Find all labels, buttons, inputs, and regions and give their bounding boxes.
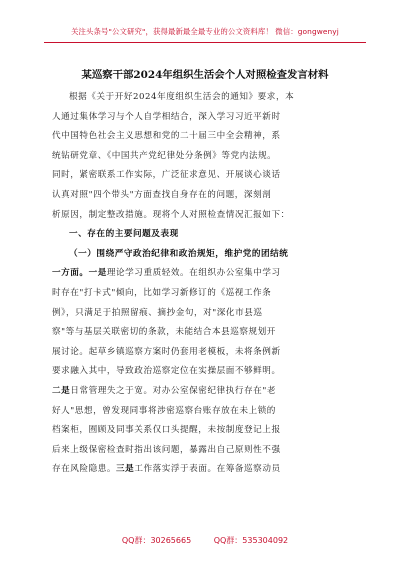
body-line: 析原因，制定整改措施。现将个人对照检查情况汇报如下： <box>52 209 290 220</box>
body-line: 代中国特色社会主义思想和党的二十届三中全会精神，系 <box>52 131 281 142</box>
body-line: 统钻研党章、《中国共产党纪律处分条例》等党内法规。 <box>52 150 277 161</box>
banner-divider <box>44 42 366 43</box>
body-line: 时存在"打卡式"倾向，比如学习新修订的《巡视工作条 <box>52 287 272 298</box>
subsection-heading: （一）围绕严守政治纪律和政治规矩，维护党的团结统 <box>69 248 289 259</box>
body-line: 察"等与基层关联密切的条款，未能结合本县巡察规划开 <box>52 327 276 338</box>
body-line: 根据《关于开好2024年度组织生活会的通知》要求，本 <box>69 92 295 102</box>
body-text-run: 存在风险隐患。 <box>52 464 117 475</box>
body-line: 同时，紧密联系工作实际，广泛征求意见、开展谈心谈话 <box>52 170 281 181</box>
qq-group-1: QQ群：30265665 <box>121 536 192 545</box>
body-line: 后来上级保密检查时指出该问题，暴露出自己原则性不强 <box>52 444 281 455</box>
qq-group-2: QQ群：535304092 <box>213 536 289 545</box>
body-line: 认真对照"四个带头"方面查找自身存在的问题，深刻剖 <box>52 189 272 200</box>
body-line <box>52 460 357 480</box>
body-line: 好人"思想，曾发现同事将涉密巡察台账存放在未上锁的 <box>52 405 276 416</box>
body-text-run: 理论学习重质轻效。在组织办公室集中学习 <box>106 268 281 279</box>
document-title: 某巡察干部2024年组织生活会个人对照检查发言材料 <box>81 69 329 81</box>
body-line: 人通过集体学习与个人自学相结合，深入学习习近平新时 <box>52 111 281 122</box>
body-text-run: 工作落实浮于表面。在筹备巡察动员 <box>134 464 281 475</box>
body-text-run: 日常管理失之于宽。对办公室保密纪律执行存在"老 <box>70 385 276 396</box>
qq-footer <box>44 535 366 546</box>
body-line <box>52 382 357 402</box>
body-line: 展讨论。起草乡镇巡察方案时仍套用老模板，未将条例新 <box>52 346 281 357</box>
body-line: 要求融入其中，导致政治巡察定位在实操层面不够鲜明。 <box>52 366 281 377</box>
document-body <box>52 88 357 480</box>
point-marker: 三是 <box>116 464 135 475</box>
point-marker: 一是 <box>88 268 107 279</box>
body-line: 例》，只满足于拍照留痕、摘抄金句，对"深化市县巡 <box>52 307 263 318</box>
promo-banner: 关注头条号"公文研究"，获得最新最全最专业的公文资料库！ 微信：gongwenyj <box>71 27 339 36</box>
subsection-heading-cont: 一方面。 <box>52 268 89 279</box>
body-line: 档案柜，囿顾及同事关系仅口头提醒，未按制度登记上报 <box>52 425 281 436</box>
body-line <box>52 264 357 284</box>
section-heading: 一、存在的主要问题及表现 <box>69 229 179 240</box>
point-marker: 二是 <box>52 385 71 396</box>
